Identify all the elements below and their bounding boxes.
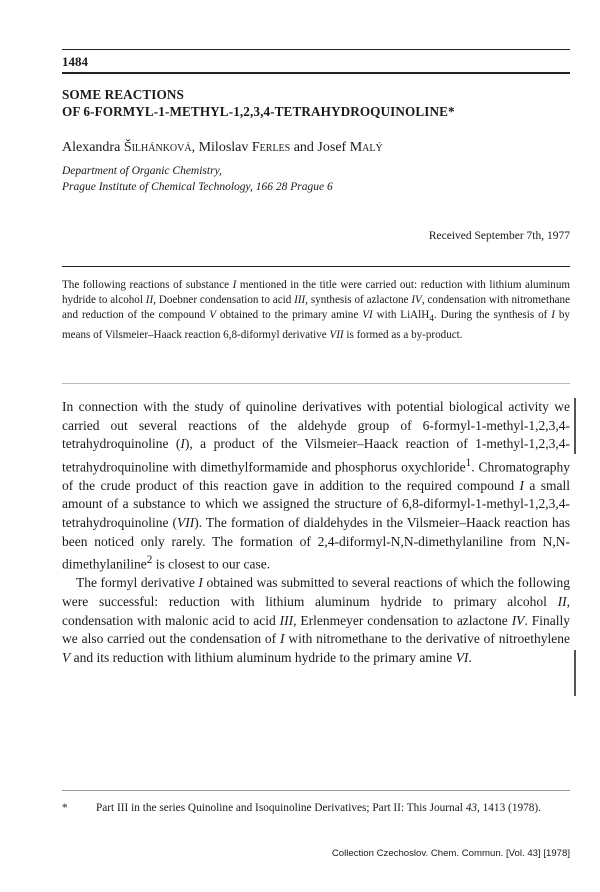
abstract-top-rule xyxy=(62,266,570,267)
author-1-first: Alexandra xyxy=(62,140,124,155)
compound-ref: I xyxy=(280,631,285,647)
compound-ref: VII xyxy=(177,515,195,531)
body-text: The formyl derivative xyxy=(76,575,199,591)
affiliation xyxy=(62,163,333,195)
journal-footer: Collection Czechoslov. Chem. Commun. [Vol. 43] [1978] xyxy=(331,848,570,859)
footnote-text: , 1413 (1978). xyxy=(476,802,541,814)
article-body xyxy=(62,398,570,667)
journal-page xyxy=(62,0,570,892)
author-2-surname: Ferles xyxy=(251,140,291,155)
compound-ref: I xyxy=(551,309,555,322)
body-text: , Erlenmeyer condensation to azlactone xyxy=(293,612,512,628)
compound-ref: VI xyxy=(362,309,373,322)
affiliation-institute: Prague Institute of Chemical Technology, 166 28 Prague 6 xyxy=(62,181,333,193)
abstract-text: , condensation with nitromethane and reduction of the compound xyxy=(62,294,571,322)
abstract-text: mentioned in the title were carried out: reduction with lithium aluminum hydride to alcohol xyxy=(62,279,570,307)
compound-ref: III xyxy=(279,612,294,628)
compound-ref: V xyxy=(209,309,216,322)
compound-ref: IV xyxy=(411,294,422,307)
body-text: . xyxy=(468,649,472,665)
compound-ref: VII xyxy=(329,328,344,341)
margin-scan-mark xyxy=(574,398,576,454)
body-text: is closest to our case. xyxy=(152,556,271,572)
reference-superscript: 1 xyxy=(465,456,472,469)
body-text: and its reduction with lithium aluminum hydride to the primary amine xyxy=(70,649,456,665)
body-text: ). The formation of dialdehydes in the Vilsmeier–Haack reaction has been noticed only rarely. The formation of 2,4-diformyl-N,N-dimethylaniline from N,N-dimethylaniline xyxy=(62,515,570,572)
abstract-text: obtained to the primary amine xyxy=(216,309,363,322)
header-rule xyxy=(62,72,570,74)
author-3-surname: Malý xyxy=(349,140,383,155)
abstract-bottom-rule xyxy=(62,383,570,384)
abstract-text: is formed as a by-product. xyxy=(343,328,463,341)
title-line-1: SOME REACTIONS xyxy=(62,87,184,102)
received-date: Received September 7th, 1977 xyxy=(428,230,570,242)
compound-ref: V xyxy=(62,649,71,665)
compound-ref: II xyxy=(557,593,567,609)
top-rule xyxy=(62,49,570,50)
body-text: a small amount of a substance to which we assigned the structure of 6,8-diformyl-1-methyl-1,2,3,4-tetrahydroquinoline ( xyxy=(62,477,570,531)
body-text: In connection with the study of quinoline derivatives with potential biological activity we carried out several reactions of the aldehyde group of 6-formyl-1-methyl-1,2,3,4-tetrahydroquinoline ( xyxy=(62,399,570,452)
compound-ref: I xyxy=(198,575,203,591)
page-number: 1484 xyxy=(62,54,88,69)
compound-ref: II xyxy=(145,294,154,307)
body-text: with nitromethane to the derivative of nitroethylene xyxy=(284,631,570,647)
compound-ref: III xyxy=(294,294,306,307)
author-separator: and Josef xyxy=(290,140,350,155)
body-text: ), a product of the Vilsmeier–Haack reaction of 1-methyl-1,2,3,4-tetrahydroquinoline with dimethylformamide and phosphorus oxychloride xyxy=(62,436,571,475)
body-text: obtained was submitted to several reactions of which the following were successful: reduction with lithium aluminum hydride to primary alcohol xyxy=(62,575,570,609)
article-title xyxy=(62,86,455,120)
body-text: . Finally we also carried out the condensation of xyxy=(62,612,570,647)
author-separator: , Miloslav xyxy=(191,140,252,155)
compound-ref: I xyxy=(232,279,237,291)
margin-scan-mark xyxy=(574,650,576,696)
footnote-volume: 43 xyxy=(465,802,477,814)
abstract-text: , synthesis of azlactone xyxy=(305,294,412,307)
abstract-text: . During the synthesis of xyxy=(433,309,552,322)
body-text: . Chromatography of the crude product of this reaction gave in addition to the required compound xyxy=(62,459,571,493)
paragraph xyxy=(62,398,570,574)
footnote xyxy=(62,800,570,816)
abstract xyxy=(62,278,570,343)
title-line-2: OF 6-FORMYL-1-METHYL-1,2,3,4-TETRAHYDROQUINOLINE* xyxy=(62,104,455,119)
compound-ref: I xyxy=(180,436,185,452)
compound-ref: VI xyxy=(455,649,469,665)
compound-ref: I xyxy=(519,477,525,493)
body-text: , condensation with malonic acid to acid xyxy=(62,593,570,628)
abstract-text: The following reactions of substance xyxy=(62,279,233,291)
subscript: 4 xyxy=(429,314,434,325)
compound-ref: IV xyxy=(511,612,525,628)
reference-superscript: 2 xyxy=(146,554,153,567)
footnote-text: Part III in the series Quinoline and Isoquinoline Derivatives; Part II: This Journal xyxy=(96,802,466,814)
paragraph xyxy=(62,574,570,667)
author-1-surname: Šilhánková xyxy=(123,140,192,155)
author-list xyxy=(62,140,383,156)
footnote-marker: * xyxy=(62,802,68,814)
footnote-rule xyxy=(62,790,570,791)
abstract-text: by means of Vilsmeier–Haack reaction 6,8-diformyl derivative xyxy=(62,309,570,341)
abstract-text: , Doebner condensation to acid xyxy=(153,294,295,307)
abstract-text: with LiAlH xyxy=(372,309,430,322)
affiliation-department: Department of Organic Chemistry, xyxy=(62,165,222,177)
